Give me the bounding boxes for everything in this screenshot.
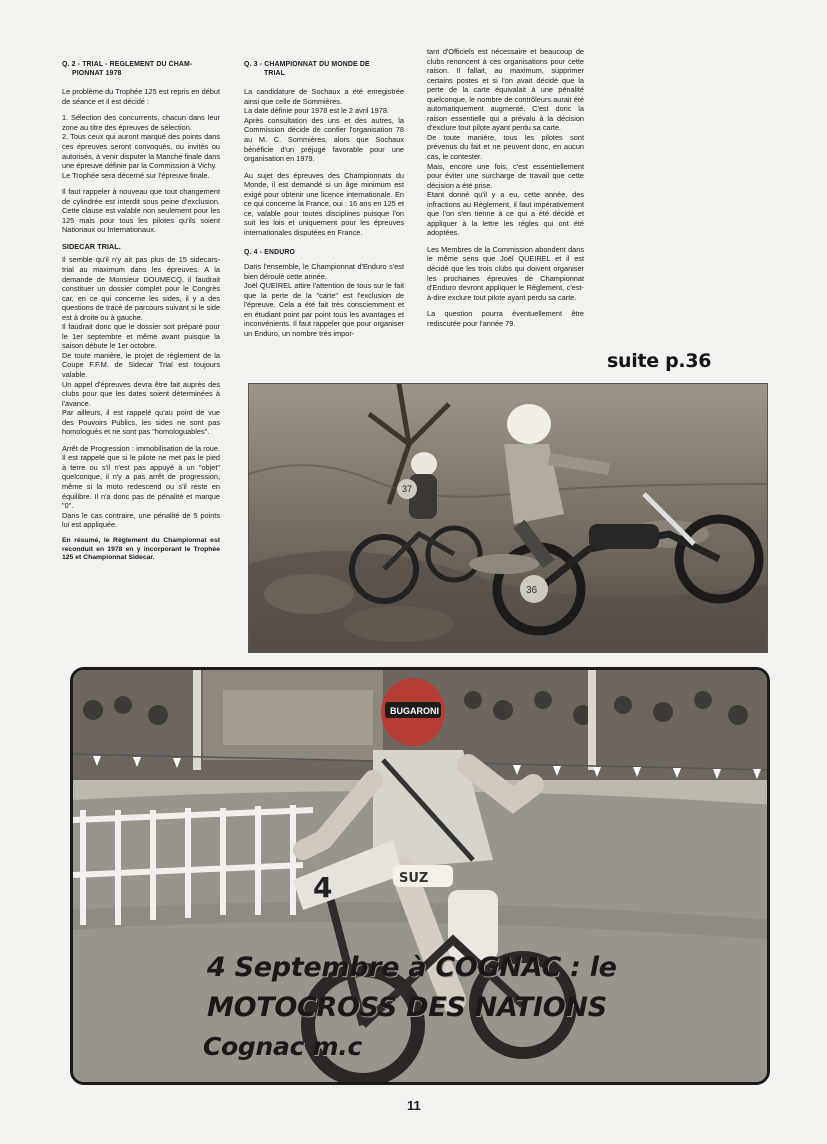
paragraph: Au sujet des épreuves des Championnats du Monde, il est demandé si un âge minimum est exigé pour obtenir une licence internationale. En ce qui concerne la France, oui : 16 ans en 125 et ce, valable pour toutes disciplines puisque l'on suit les lois et uniquement pour les épreuves internationales disputées en France. [244, 170, 404, 237]
bike-number-plate: 36 [526, 585, 538, 596]
paragraph: De toute manière, le projet de règlement de la Coupe F.F.M. de Sidecar Trial est toujours valable. [62, 350, 220, 380]
section-heading-enduro: Q. 4 - ENDURO [244, 249, 295, 257]
continued-link: suite p.36 [607, 350, 712, 372]
trial-photo [248, 383, 768, 653]
page-number: 11 [407, 1098, 421, 1113]
motocross-photo [70, 667, 770, 1085]
section-heading-monde: Q. 3 - CHAMPIONNAT DU MONDE DE TRIAL [244, 61, 370, 77]
paragraph: Etant donné qu'il y a eu, cette année, des infractions au Règlement, il faut impérativement que l'on s'en tienne à ce qui a été décidé et appliquer à la lettre les règles qui ont été adoptées. [427, 190, 584, 238]
paragraph: Il faut rappeler à nouveau que tout changement de cylindrée est interdit sous peine d'exclusion. Cette clause est valable non seulement pour les 125 mais pour tous les pilotes qu'ils soient Nationaux ou Internationaux. [62, 187, 220, 235]
front-plate-number: 4 [313, 871, 333, 904]
paragraph: Dans le cas contraire, une pénalité de 5 points lui est appliquée. [62, 510, 220, 530]
fuel-tank-brand: SUZ [399, 871, 429, 886]
paragraph: Le Trophée sera décerné sur l'épreuve finale. [62, 170, 210, 180]
paragraph: La date définie pour 1978 est le 2 avril 1978. [244, 106, 389, 116]
paragraph: Joël QUEIREL attire l'attention de tous sur le fait que la perte de la "carte" est l'exclusion de l'épreuve. Cela a été fait très consciemment et en étudiant point par point tous les avantages et inconvénients. Il faut rappeler que pour organiser un Enduro, un nombre très impor- [244, 281, 404, 338]
paragraph: Les Membres de la Commission abondent dans le même sens que Joël QUEIREL et il est décidé que les trois clubs qui doivent organiser les prochaines épreuves de Championnat d'Enduro devront appliquer le Règlement, c'est-à-dire exclure tout pilote ayant perdu sa carte. [427, 244, 584, 302]
column-championnat [244, 61, 404, 345]
paragraph: Dans l'ensemble, le Championnat d'Enduro s'est bien déroulé cette année. [244, 262, 404, 281]
paragraph: Il faudrait donc que le dossier soit préparé pour le 1er septembre et même avant puisque la saison débute le 1er octobre. [62, 322, 220, 351]
trial-photo-illustration [249, 384, 768, 653]
helmet-lettering: BUGARONI [390, 706, 439, 716]
paragraph: La question pourra éventuellement être rediscutée pour l'année 79. [427, 309, 584, 328]
paragraph: 2. Tous ceux qui auront marqué des points dans ces épreuves seront convoqués, ou invités ou autorisés, à venir disputer la Manche finale dans une épreuve définie par la Commission à Vichy. [62, 132, 220, 171]
subheading-sidecar: SIDECAR TRIAL. [62, 241, 121, 251]
column-enduro-suite [427, 47, 584, 335]
paragraph: 1. Sélection des concurrents, chacun dans leur zone au titre des épreuves de sélection. [62, 113, 220, 132]
paragraph: Un appel d'épreuves devra être fait auprès des clubs pour que les dates soient déterminées à l'avance. [62, 379, 220, 408]
rider-number-plate: 37 [402, 484, 413, 494]
summary-paragraph: En résumé, le Règlement du Championnat est reconduit en 1978 en y incorporant le Trophée 125 et Championnat Sidecar. [62, 536, 220, 562]
paragraph: tant d'Officiels est nécessaire et beaucoup de clubs renoncent à ces organisations pour cette raison. Il fallait, au maximum, supprimer certains postes et si l'on avait décidé que la perte de la carte équivalait à une pénalité quelconque, le nombre de contrôleurs aurait été automatiquement augmenté. C'est donc la raison essentielle qui a prévalu à la décision d'exclure tout pilote ayant perdu sa carte. [427, 47, 584, 133]
caption-event: MOTOCROSS DES NATIONS [207, 992, 607, 1023]
paragraph: Arrêt de Progression : immobilisation de la roue. Il est rappelé que si le pilote ne met pas le pied à terre ou s'il n'est pas appuyé à un "objet" quelconque, il n'y a pas arrêt de progression, même si la moto redescend ou s'il reste en équilibre. Il n'a donc pas de pénalité et marque "0". [62, 443, 220, 511]
column-trial [62, 61, 220, 570]
paragraph: Après consultation des uns et des autres, la Commission décide de confier l'organisation 78 au M. C. Sommières, alors que Sochaux bénéficie d'un préjugé favorable pour une organisation en 1979. [244, 115, 404, 164]
section-heading-trial: Q. 2 - TRIAL - REGLEMENT DU CHAM- PIONNAT 1978 [62, 61, 193, 77]
paragraph: La candidature de Sochaux a été enregistrée ainsi que celle de Sommières. [244, 87, 404, 106]
paragraph: Le problème du Trophée 125 est repris en début de séance et il est décidé : [62, 87, 220, 106]
caption-club: Cognac m.c [203, 1032, 362, 1061]
paragraph: Il semble qu'il n'y ait pas plus de 15 sidecars-trial au maximum dans les épreuves. A la demande de Monsieur DOUMECQ, il faudrait constituer un dossier complet pour le Congrès car, en ce qui concerne les sides, il y a des questions de tracé de parcours suivant si le side est à droite ou à gauche. [62, 255, 220, 322]
paragraph: Mais, encore une fois, c'est essentiellement pour éviter une surcharge de travail que cette décision a été prise. [427, 161, 584, 190]
paragraph: De toute manière, tous les pilotes sont prévenus du fait et ne peuvent donc, en aucun cas, le contester. [427, 132, 584, 162]
caption-date: 4 Septembre à COGNAC : le [207, 952, 617, 983]
paragraph: Par ailleurs, il est rappelé qu'au point de vue des Pouvoirs Publics, les sides ne sont pas homologués et ne sont pas "homologuables". [62, 408, 220, 437]
